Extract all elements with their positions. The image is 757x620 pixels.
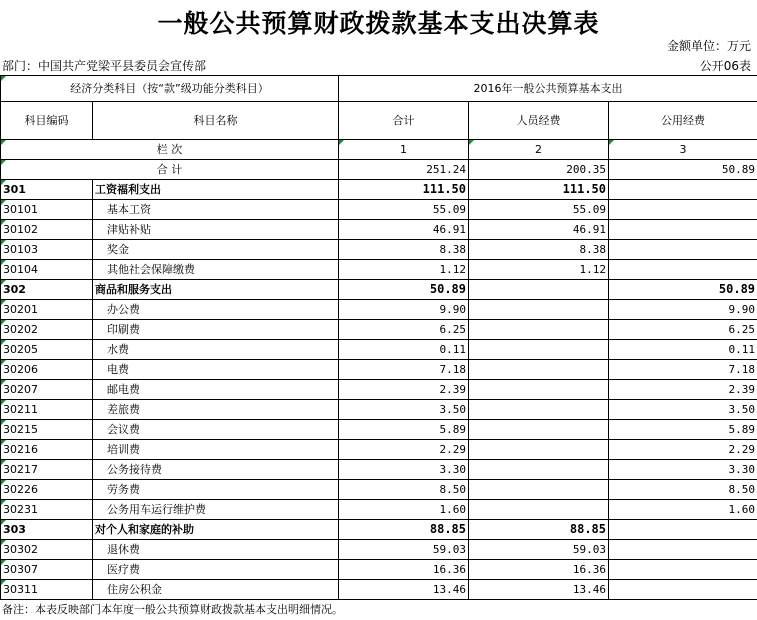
cell-code: 30101 <box>1 200 93 220</box>
cell-total: 8.50 <box>339 480 469 500</box>
cell-name: 差旅费 <box>93 400 339 420</box>
year-title-header: 2016年一般公共预算基本支出 <box>339 76 757 102</box>
table-row <box>1 200 757 220</box>
cell-total: 1.60 <box>339 500 469 520</box>
cell-code: 30103 <box>1 240 93 260</box>
col-personnel-header: 人员经费 <box>469 102 609 140</box>
cell-public <box>609 180 757 200</box>
cell-public <box>609 520 757 540</box>
cell-public: 0.11 <box>609 340 757 360</box>
cell-total: 16.36 <box>339 560 469 580</box>
cell-personnel <box>469 420 609 440</box>
table-row <box>1 460 757 480</box>
cell-name: 水费 <box>93 340 339 360</box>
table-row <box>1 180 757 200</box>
page-title: 一般公共预算财政拨款基本支出决算表 <box>157 9 600 38</box>
col-public-header: 公用经费 <box>609 102 757 140</box>
table-row <box>1 440 757 460</box>
table-row <box>1 240 757 260</box>
cell-code: 30205 <box>1 340 93 360</box>
cell-total: 1.12 <box>339 260 469 280</box>
cell-personnel <box>469 340 609 360</box>
cell-personnel: 55.09 <box>469 200 609 220</box>
form-code-label: 公开06表 <box>699 59 751 73</box>
cell-code: 30216 <box>1 440 93 460</box>
table-row <box>1 580 757 600</box>
footnote: 备注：本表反映部门本年度一般公共预算财政拨款基本支出明细情况。 <box>2 603 343 616</box>
table-row <box>1 280 757 300</box>
cell-name: 公务接待费 <box>93 460 339 480</box>
column-index-2: 2 <box>469 140 609 160</box>
col-name-header: 科目名称 <box>93 102 339 140</box>
cell-code: 303 <box>1 520 93 540</box>
total-row <box>1 160 757 180</box>
table-row <box>1 340 757 360</box>
cell-name: 印刷费 <box>93 320 339 340</box>
cell-total: 2.39 <box>339 380 469 400</box>
cell-personnel: 88.85 <box>469 520 609 540</box>
cell-personnel: 59.03 <box>469 540 609 560</box>
column-index-1: 1 <box>339 140 469 160</box>
header-row-1 <box>1 76 757 102</box>
cell-personnel: 16.36 <box>469 560 609 580</box>
cell-public <box>609 560 757 580</box>
cell-name: 培训费 <box>93 440 339 460</box>
cell-total: 9.90 <box>339 300 469 320</box>
cell-code: 30311 <box>1 580 93 600</box>
cell-code: 30217 <box>1 460 93 480</box>
cell-code: 30307 <box>1 560 93 580</box>
cell-total: 111.50 <box>339 180 469 200</box>
cell-public <box>609 260 757 280</box>
cell-personnel <box>469 360 609 380</box>
cell-personnel: 1.12 <box>469 260 609 280</box>
table-row <box>1 500 757 520</box>
column-index-label: 栏 次 <box>1 140 339 160</box>
cell-personnel <box>469 500 609 520</box>
cell-total: 88.85 <box>339 520 469 540</box>
column-index-3: 3 <box>609 140 757 160</box>
column-index-row <box>1 140 757 160</box>
cell-personnel <box>469 280 609 300</box>
cell-name: 对个人和家庭的补助 <box>93 520 339 540</box>
cell-public: 7.18 <box>609 360 757 380</box>
cell-code: 30207 <box>1 380 93 400</box>
cell-code: 30226 <box>1 480 93 500</box>
cell-personnel <box>469 440 609 460</box>
total-public: 50.89 <box>609 160 757 180</box>
cell-personnel: 111.50 <box>469 180 609 200</box>
cell-public <box>609 580 757 600</box>
cell-total: 13.46 <box>339 580 469 600</box>
table-row <box>1 220 757 240</box>
table-row <box>1 260 757 280</box>
table-row <box>1 400 757 420</box>
cell-personnel <box>469 320 609 340</box>
cell-code: 30206 <box>1 360 93 380</box>
cell-public <box>609 540 757 560</box>
cell-code: 30201 <box>1 300 93 320</box>
cell-name: 电费 <box>93 360 339 380</box>
table-row <box>1 520 757 540</box>
cell-name: 津贴补贴 <box>93 220 339 240</box>
cell-personnel <box>469 380 609 400</box>
cell-public <box>609 200 757 220</box>
table-row <box>1 380 757 400</box>
cell-total: 8.38 <box>339 240 469 260</box>
cell-total: 5.89 <box>339 420 469 440</box>
cell-code: 302 <box>1 280 93 300</box>
cell-name: 公务用车运行维护费 <box>93 500 339 520</box>
cell-code: 301 <box>1 180 93 200</box>
cell-public <box>609 220 757 240</box>
cell-code: 30231 <box>1 500 93 520</box>
cell-code: 30215 <box>1 420 93 440</box>
cell-code: 30211 <box>1 400 93 420</box>
cell-public: 2.39 <box>609 380 757 400</box>
table-row <box>1 360 757 380</box>
cell-name: 工资福利支出 <box>93 180 339 200</box>
cell-total: 3.50 <box>339 400 469 420</box>
table-row <box>1 320 757 340</box>
cell-personnel <box>469 300 609 320</box>
cell-total: 0.11 <box>339 340 469 360</box>
budget-table <box>0 75 757 600</box>
header-row-2 <box>1 102 757 140</box>
cell-name: 基本工资 <box>93 200 339 220</box>
table-row <box>1 420 757 440</box>
table-row <box>1 560 757 580</box>
department-label: 部门：中国共产党梁平县委员会宣传部 <box>2 59 207 73</box>
cell-code: 30104 <box>1 260 93 280</box>
cell-public: 3.50 <box>609 400 757 420</box>
cell-public: 3.30 <box>609 460 757 480</box>
cell-name: 退休费 <box>93 540 339 560</box>
cell-name: 劳务费 <box>93 480 339 500</box>
cell-name: 住房公积金 <box>93 580 339 600</box>
cell-name: 邮电费 <box>93 380 339 400</box>
cell-personnel <box>469 400 609 420</box>
cell-total: 2.29 <box>339 440 469 460</box>
cell-personnel <box>469 460 609 480</box>
cell-name: 商品和服务支出 <box>93 280 339 300</box>
cell-total: 46.91 <box>339 220 469 240</box>
table-row <box>1 480 757 500</box>
cell-public: 5.89 <box>609 420 757 440</box>
cell-personnel: 8.38 <box>469 240 609 260</box>
cell-public: 50.89 <box>609 280 757 300</box>
cell-code: 30302 <box>1 540 93 560</box>
table-row <box>1 300 757 320</box>
table-row <box>1 540 757 560</box>
cell-total: 6.25 <box>339 320 469 340</box>
cell-public: 9.90 <box>609 300 757 320</box>
cell-total: 50.89 <box>339 280 469 300</box>
cell-total: 7.18 <box>339 360 469 380</box>
cell-total: 59.03 <box>339 540 469 560</box>
col-code-header: 科目编码 <box>1 102 93 140</box>
total-personnel: 200.35 <box>469 160 609 180</box>
cell-code: 30102 <box>1 220 93 240</box>
cell-name: 医疗费 <box>93 560 339 580</box>
cell-name: 办公费 <box>93 300 339 320</box>
cell-total: 3.30 <box>339 460 469 480</box>
cell-personnel: 46.91 <box>469 220 609 240</box>
cell-public: 8.50 <box>609 480 757 500</box>
cell-personnel: 13.46 <box>469 580 609 600</box>
cell-public: 2.29 <box>609 440 757 460</box>
cell-total: 55.09 <box>339 200 469 220</box>
cell-name: 其他社会保障缴费 <box>93 260 339 280</box>
cell-public: 6.25 <box>609 320 757 340</box>
col-total-header: 合计 <box>339 102 469 140</box>
cell-public <box>609 240 757 260</box>
cell-name: 会议费 <box>93 420 339 440</box>
cell-name: 奖金 <box>93 240 339 260</box>
total-total: 251.24 <box>339 160 469 180</box>
total-label: 合 计 <box>1 160 339 180</box>
cell-code: 30202 <box>1 320 93 340</box>
classification-header: 经济分类科目（按“款”级功能分类科目） <box>1 76 339 102</box>
cell-personnel <box>469 480 609 500</box>
cell-public: 1.60 <box>609 500 757 520</box>
unit-label: 金额单位：万元 <box>666 39 751 53</box>
